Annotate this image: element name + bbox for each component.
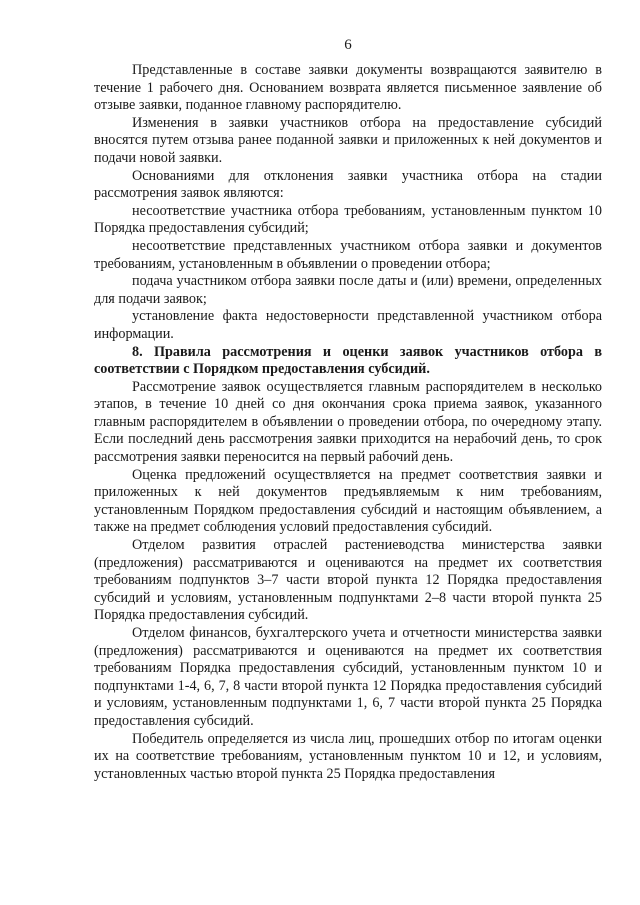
paragraph: Оценка предложений осуществляется на предмет соответствия заявки и приложенных к ней документов предъявляемым к ним требованиям, установленным Порядком предоставления субсидий и настоящим объявлением, а также на предмет соблюдения условий предоставления субсидий. <box>94 466 602 536</box>
paragraph: Отделом развития отраслей растениеводства министерства заявки (предложения) рассматриваются и оцениваются на предмет их соответствия требованиям подпунктов 3–7 части второй пункта 12 Порядка предоставления субсидий и условиям, установленным подпунктами 2–8 части второй пункта 25 Порядка предоставления субсидий. <box>94 537 602 624</box>
paragraph: Отделом финансов, бухгалтерского учета и отчетности министерства заявки (предложения) рассматриваются и оцениваются на предмет их соответствия требованиям Порядка предоставления субсидий, установленным пунктом 10 и подпунктами 1-4, 6, 7, 8 части второй пункта 12 Порядка предоставления субсидий и условиям, установленным подпунктами 1, 6, 7 части второй пункта 25 Порядка предоставления субсидий. <box>94 625 602 729</box>
paragraph: несоответствие представленных участником отбора заявки и документов требованиям, установленным в объявлении о проведении отбора; <box>94 237 602 272</box>
document-body <box>94 62 602 783</box>
paragraph: Основаниями для отклонения заявки участника отбора на стадии рассмотрения заявок являются: <box>94 167 602 202</box>
paragraph: Рассмотрение заявок осуществляется главным распорядителем в несколько этапов, в течение 10 дней со дня окончания срока приема заявок, указанного главным распорядителем в объявлении о проведении отбора, по очередному этапу. Если последний день рассмотрения заявки приходится на нерабочий день, то срок рассмотрения заявки переносится на первый рабочий день. <box>94 378 602 466</box>
section-heading: 8. Правила рассмотрения и оценки заявок участников отбора в соответствии с Порядком предоставления субсидий. <box>94 343 602 378</box>
paragraph: подача участником отбора заявки после даты и (или) времени, определенных для подачи заявок; <box>94 273 602 307</box>
page-number: 6 <box>344 37 352 53</box>
paragraph: Представленные в составе заявки документы возвращаются заявителю в течение 1 рабочего дня. Основанием возврата является письменное заявление об отзыве заявки, поданное главному распорядителю. <box>94 62 602 114</box>
paragraph: Изменения в заявки участников отбора на предоставление субсидий вносятся путем отзыва ранее поданной заявки и приложенных к ней документов и подачи новой заявки. <box>94 114 602 166</box>
paragraph: установление факта недостоверности представленной участником отбора информации. <box>94 308 602 342</box>
paragraph: Победитель определяется из числа лиц, прошедших отбор по итогам оценки их на соответствие требованиям, установленным пунктом 10 и 12, и условиям, установленных частью второй пункта 25 Порядка предоставления <box>94 730 602 782</box>
paragraph: несоответствие участника отбора требованиям, установленным пунктом 10 Порядка предоставления субсидий; <box>94 202 602 237</box>
